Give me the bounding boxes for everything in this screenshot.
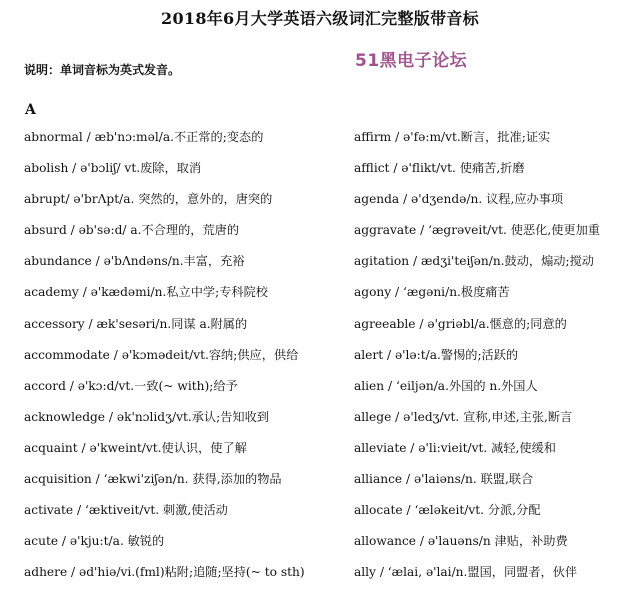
vocab-entry: agreeable / ə'griəbl/a.惬意的;同意的	[354, 316, 567, 331]
vocab-entry: allege / ə'ledʒ/vt. 宣称,申述,主张,断言	[354, 409, 573, 424]
vocab-entry: alien / ‘eiljən/a.外国的 n.外国人	[354, 378, 538, 393]
vocab-entry: academy / ə'kædəmi/n.私立中学;专科院校	[24, 285, 268, 300]
vocab-entry: afflict / ə'flikt/vt. 使痛苦,折磨	[354, 161, 525, 176]
vocab-entry: accord / ə'kɔ:d/vt.一致(~ with);给予	[24, 378, 238, 393]
vocab-entry: accommodate / ə'kɔmədeit/vt.容纳;供应，供给	[24, 347, 299, 362]
section-letter: A	[25, 102, 36, 118]
vocab-entry: acquisition / ‘ækwi'ziʃən/n. 获得,添加的物品	[24, 472, 282, 487]
vocab-entry: allocate / ‘æləkeit/vt. 分派,分配	[354, 503, 541, 518]
vocab-entry: agenda / ə'dʒendə/n. 议程,应办事项	[354, 192, 564, 207]
vocab-entry: adhere / əd'hiə/vi.(fml)粘附;追随;坚持(~ to sth)	[24, 565, 305, 580]
vocab-entry: accessory / æk'sesəri/n.同谋 a.附属的	[24, 316, 248, 331]
vocab-entry: allowance / ə'lauəns/n 津贴，补助费	[354, 534, 568, 549]
vocab-entry: abnormal / æb'nɔ:məl/a.不正常的;变态的	[24, 130, 264, 144]
vocab-entry: agitation / ædʒi'teiʃən/n.鼓动，煽动;搅动	[354, 254, 594, 269]
vocab-entry: agony / ‘ægəni/n.极度痛苦	[354, 285, 510, 300]
vocab-entry: alert / ə'lə:t/a.警惕的;活跃的	[354, 347, 519, 362]
forum-watermark: 51黑电子论坛	[355, 51, 468, 71]
vocab-entry: abundance / ə'bΛndəns/n.丰富，充裕	[24, 254, 245, 269]
vocab-column-left	[24, 128, 344, 594]
vocab-entry: ally / ‘ælai, ə'lai/n.盟国，同盟者，伙伴	[354, 565, 578, 580]
vocab-entry: alleviate / ə'li:vieit/vt. 减轻,使缓和	[354, 440, 556, 455]
vocab-entry: acquaint / ə'kweint/vt.使认识，使了解	[24, 440, 247, 455]
vocab-entry: acute / ə'kju:t/a. 敏锐的	[24, 534, 165, 549]
vocab-entry: aggravate / ‘ægrəveit/vt. 使恶化,使更加重	[354, 223, 600, 238]
document-title: 2018年6月大学英语六级词汇完整版带音标	[161, 9, 479, 28]
vocab-entry: alliance / ə'laiəns/n. 联盟,联合	[354, 472, 534, 487]
vocab-entry: acknowledge / ək'nɔlidʒ/vt.承认;告知收到	[24, 409, 269, 424]
vocab-entry: abolish / ə'bɔliʃ/ vt.废除，取消	[24, 161, 202, 176]
vocab-entry: absurd / əb'sə:d/ a.不合理的，荒唐的	[24, 223, 240, 238]
vocab-entry: affirm / ə'fə:m/vt.断言，批准;证实	[354, 130, 551, 144]
pronunciation-note: 说明：单词音标为英式发音。	[24, 63, 181, 77]
vocab-entry: activate / ‘æktiveit/vt. 刺激,使活动	[24, 503, 228, 518]
vocab-column-right	[354, 128, 640, 594]
vocab-entry: abrupt/ ə'brΛpt/a. 突然的，意外的，唐突的	[24, 192, 273, 207]
